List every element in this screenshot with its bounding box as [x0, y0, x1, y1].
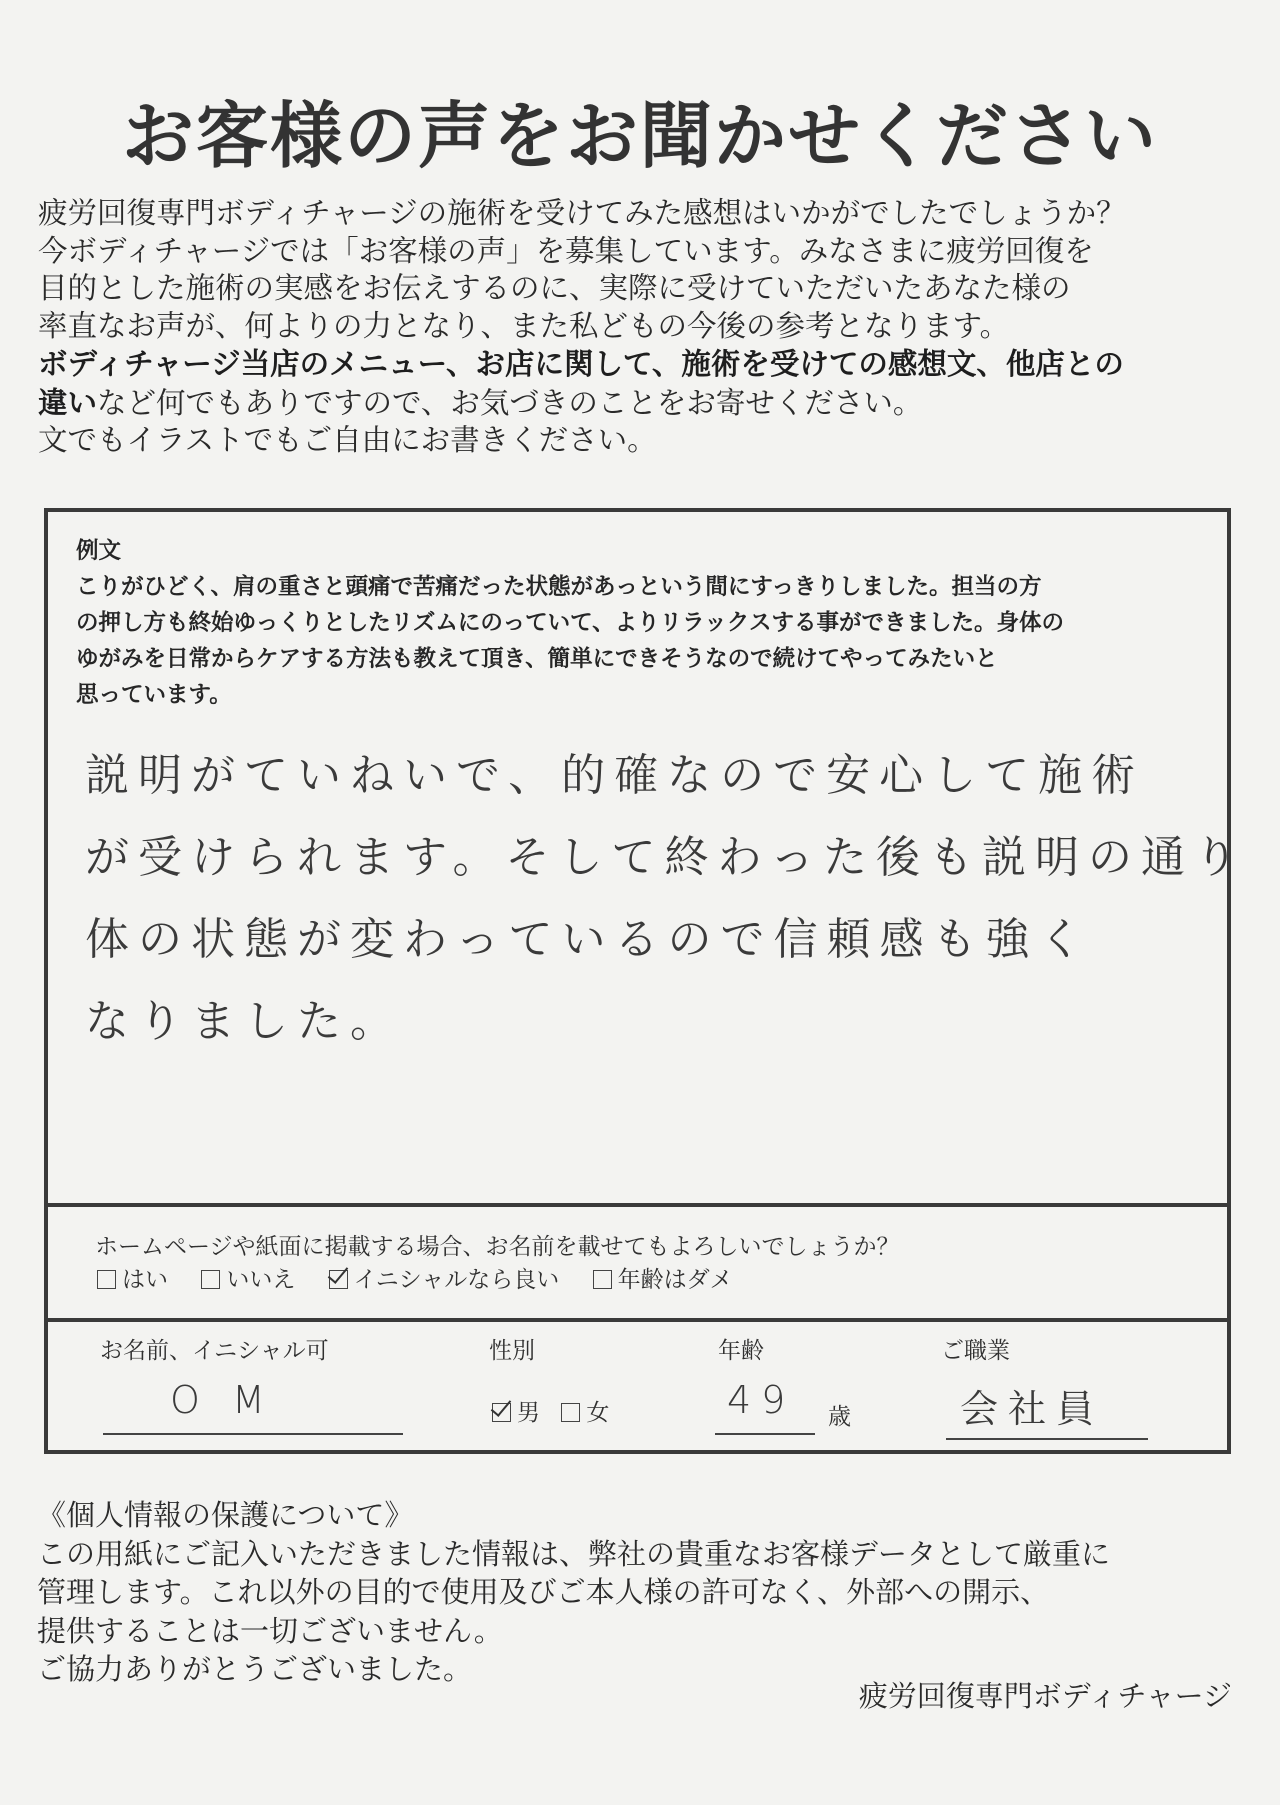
page-title: お客様の声をお聞かせください: [121, 93, 1158, 178]
checkbox-checked[interactable]: [329, 1270, 348, 1289]
checkbox[interactable]: [561, 1403, 580, 1422]
intro-text: [38, 195, 1248, 460]
gender-options: [492, 1394, 635, 1427]
age-value[interactable]: 49: [727, 1378, 796, 1422]
gender-option-female[interactable]: 女: [561, 1394, 609, 1427]
name-underline: [103, 1433, 403, 1435]
job-value[interactable]: 会社員: [960, 1387, 1105, 1431]
intro-line: 率直なお声が、何よりの力となり、また私どもの今後の参考となります。: [38, 308, 1010, 343]
privacy-notice: [37, 1496, 1247, 1689]
privacy-line: 提供することは一切ございません。: [37, 1613, 503, 1648]
privacy-line: 管理します。これ以外の目的で使用及びご本人様の許可なく、外部への開示、: [37, 1575, 1050, 1609]
intro-line: ボディチャージ当店のメニュー、お店に関して、施術を受けての感想文、他店との: [38, 346, 1124, 381]
handwritten-comment: [85, 735, 1248, 1063]
comment-line: 体の状態が変わっているので信頼感も強く: [85, 914, 1092, 965]
privacy-line: この用紙にご記入いただきました情報は、弊社の貴重なお客様データとして厳重に: [37, 1536, 1111, 1571]
age-underline: [715, 1433, 815, 1435]
name-label: お名前、イニシャル可: [100, 1338, 329, 1364]
checkbox[interactable]: [593, 1270, 612, 1289]
age-unit: 歳: [828, 1404, 851, 1430]
intro-line: など何でもありですので、お気づきのことをお寄せください。: [97, 385, 923, 420]
intro-line: 今ボディチャージでは「お客様の声」を募集しています。みなさまに疲労回復を: [38, 233, 1094, 268]
sample-line: ゆがみを日常からケアする方法も教えて頂き、簡単にできそうなので続けてやってみたいと: [76, 646, 998, 672]
sample-heading: 例文: [76, 538, 122, 564]
intro-line: 目的とした施術の実感をお伝えするのに、実際に受けていただいたあなた様の: [38, 271, 1071, 305]
company-name: 疲労回復専門ボディチャージ: [858, 1679, 1232, 1713]
sample-line: こりがひどく、肩の重さと頭痛で苦痛だった状態があっという間にすっきりしました。担当の方: [76, 574, 1042, 600]
privacy-line: ご協力ありがとうございました。: [37, 1652, 473, 1686]
sample-line: 思っています。: [76, 682, 232, 708]
name-value[interactable]: O M: [170, 1378, 275, 1422]
consent-option-no-age[interactable]: 年齢はダメ: [593, 1261, 733, 1294]
gender-option-male[interactable]: 男: [492, 1394, 540, 1427]
age-label: 年齢: [718, 1338, 764, 1364]
consent-option-initials[interactable]: イニシャルなら良い: [329, 1261, 560, 1294]
gender-label: 性別: [489, 1338, 535, 1364]
privacy-heading: 《個人情報の保護について》: [37, 1498, 414, 1532]
intro-line-bold: 違い: [38, 384, 98, 420]
consent-option-yes[interactable]: はい: [97, 1261, 168, 1294]
divider: [48, 1203, 1227, 1207]
comment-line: が受けられます。そして終わった後も説明の通り: [85, 832, 1248, 883]
job-underline: [946, 1438, 1148, 1440]
comment-line: なりました。: [85, 996, 403, 1047]
checkbox[interactable]: [201, 1270, 220, 1289]
checkbox-checked[interactable]: [492, 1403, 511, 1422]
divider: [48, 1318, 1227, 1322]
job-label: ご職業: [941, 1338, 1010, 1364]
comment-line: 説明がていねいで、的確なので安心して施術: [85, 750, 1145, 801]
consent-options: [97, 1261, 759, 1294]
sample-text: [76, 533, 1226, 713]
sample-line: の押し方も終始ゆっくりとしたリズムにのっていて、よりリラックスする事ができました。身体の: [76, 610, 1064, 636]
consent-option-no[interactable]: いいえ: [201, 1261, 295, 1294]
intro-line: 文でもイラストでもご自由にお書きください。: [38, 423, 657, 457]
checkbox[interactable]: [97, 1270, 116, 1289]
intro-line: 疲労回復専門ボディチャージの施術を受けてみた感想はいかがでしたでしょうか？: [38, 196, 1126, 230]
consent-question: ホームページや紙面に掲載する場合、お名前を載せてもよろしいでしょうか？: [95, 1234, 900, 1260]
